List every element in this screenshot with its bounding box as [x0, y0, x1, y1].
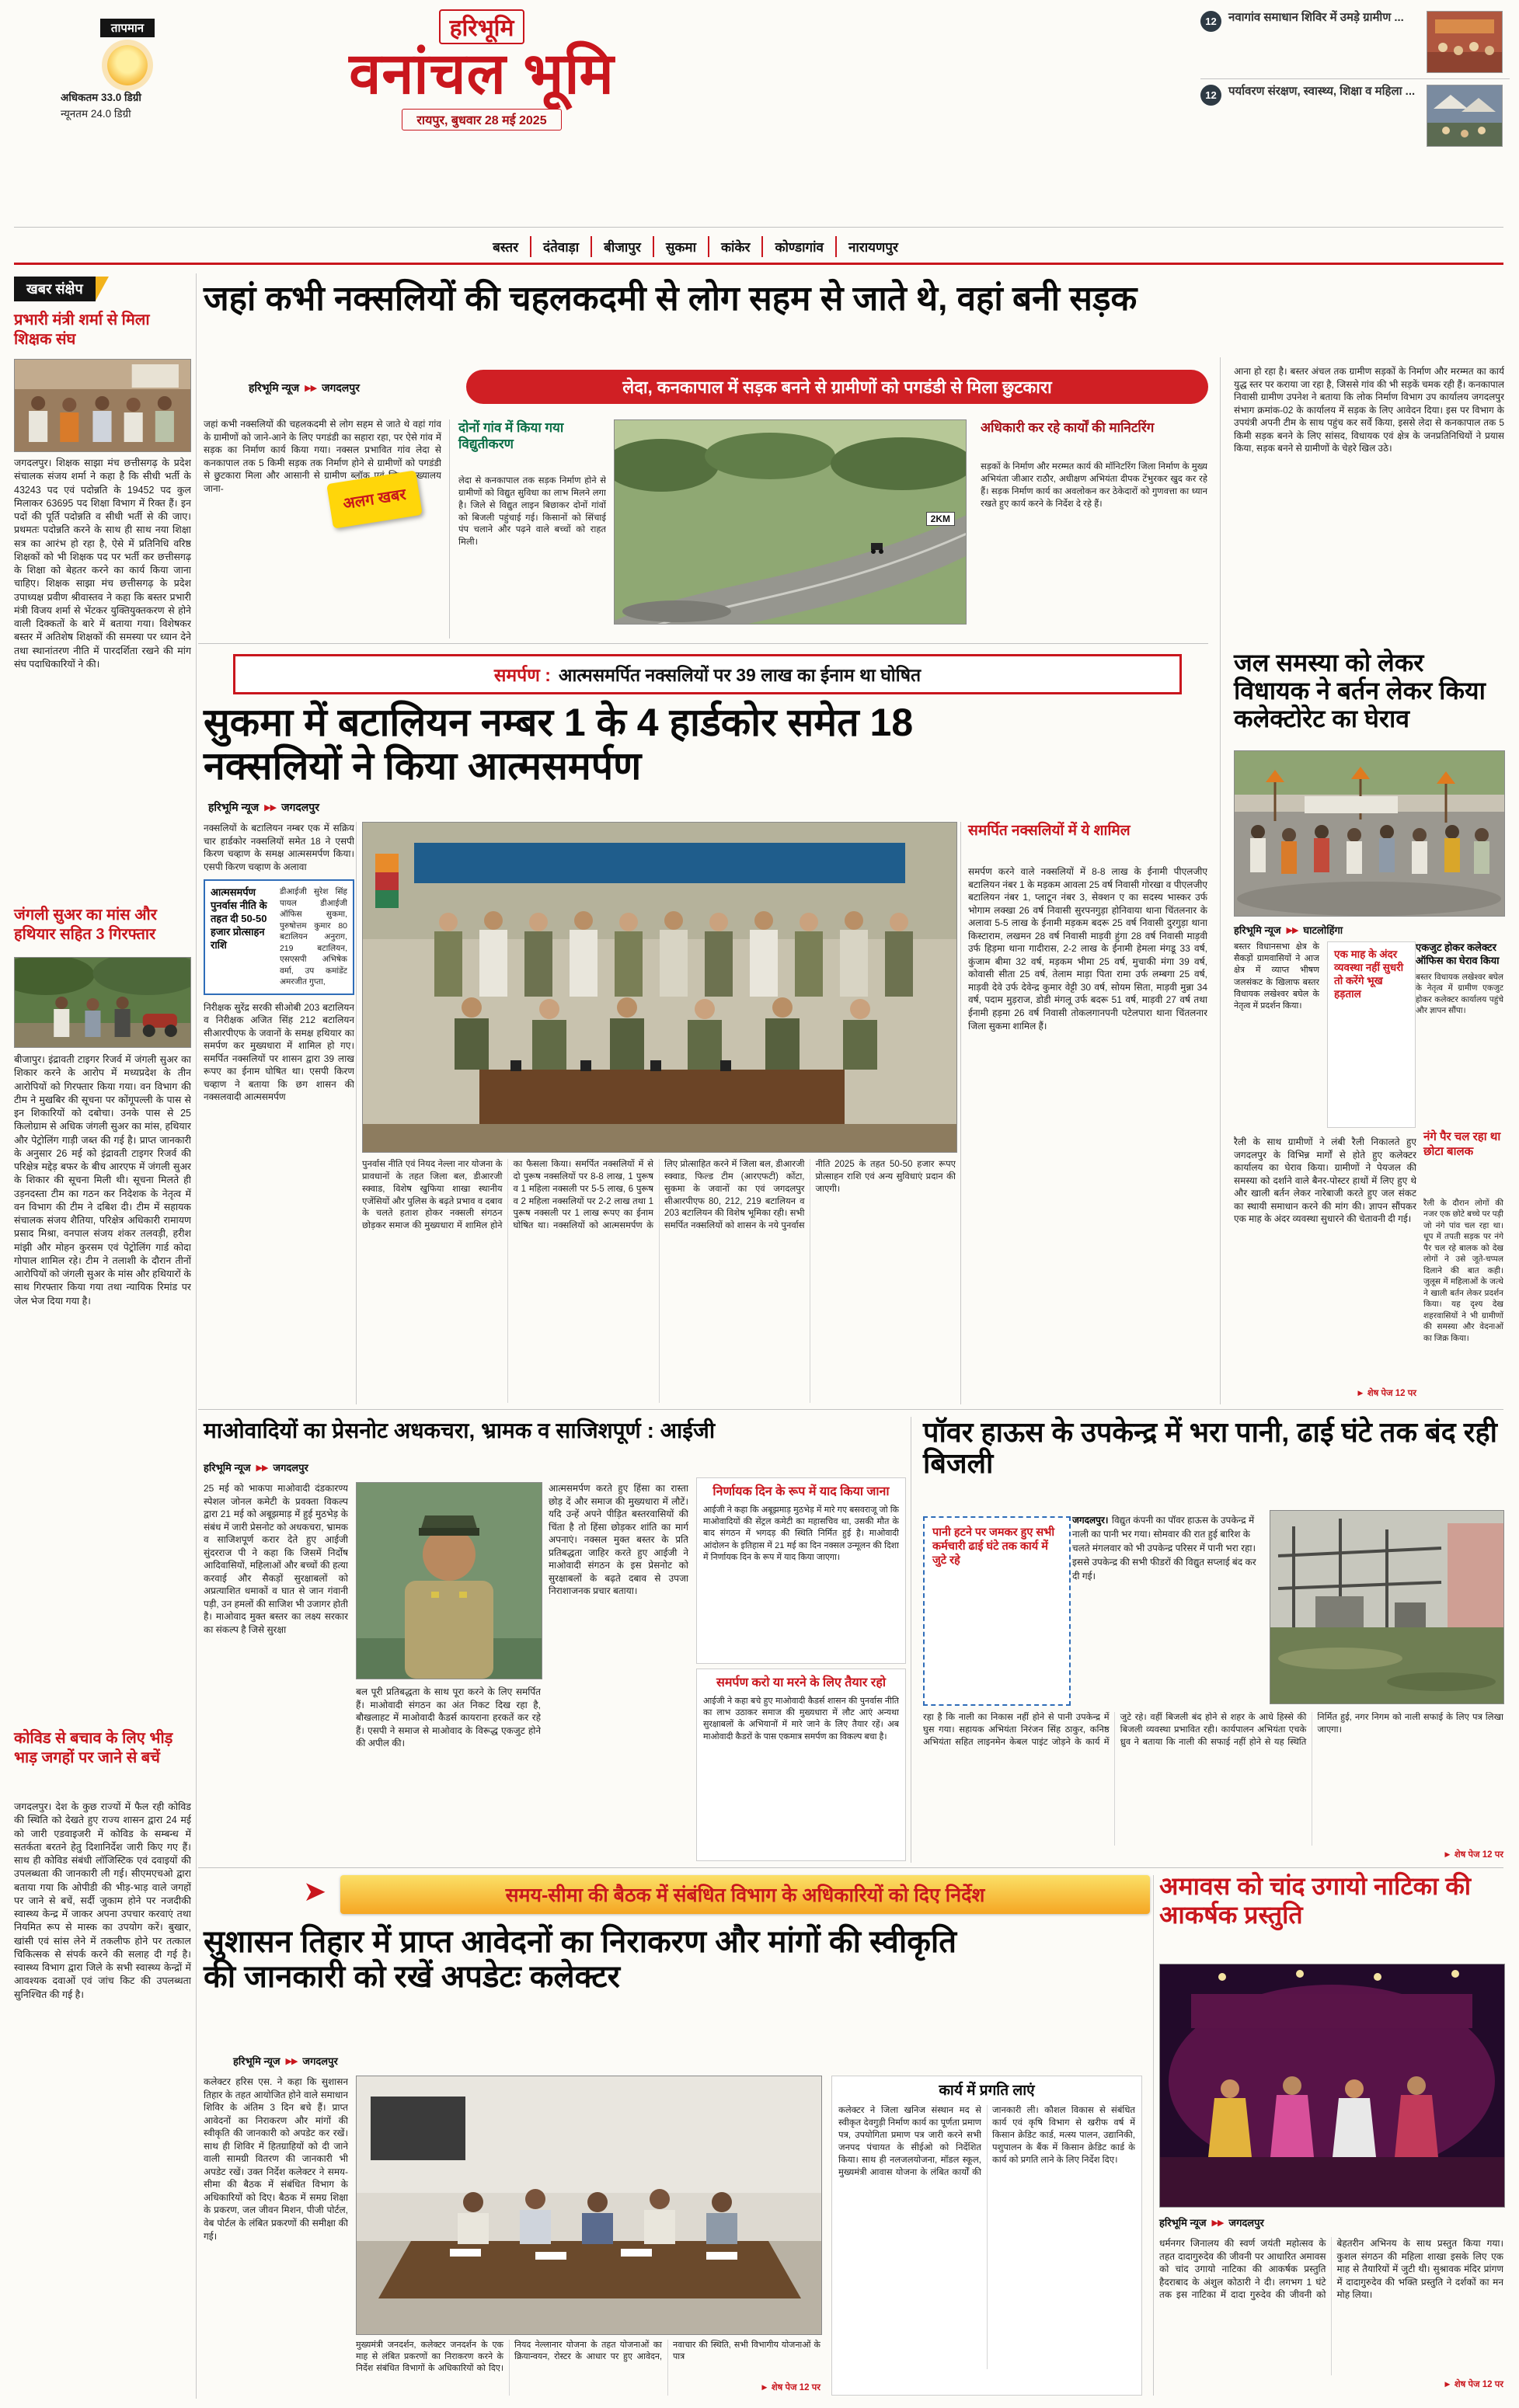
- masthead-title: वनांचल भूमि: [349, 41, 615, 106]
- included-list-headline: समर्पित नक्सलियों में ये शामिल: [968, 823, 1131, 839]
- continued-label: शेष पेज 12 पर: [1454, 2380, 1503, 2389]
- masthead: [256, 9, 707, 130]
- byline-arrows-icon: ▶▶: [305, 384, 317, 393]
- news-briefs-header: [14, 277, 96, 301]
- subhead-body: लेदा से कनकापाल तक सड़क निर्माण होने से ग्रामीणों को विद्युत सुविधा का लाभ मिलने लगा है। जिले से विद्युत लाइन बिछाकर दोनों गांवों को बिजली पहुंचाई गई। किसानों को सिंचाई पंप चलाने और पढ़ने वाले बच्चों को राहत मिली।: [458, 476, 606, 548]
- temperature-box: [61, 19, 194, 120]
- story-column: बस्तर विधानसभा क्षेत्र के सैकड़ों ग्रामवासियों ने आज क्षेत्र में व्याप्त भीषण जलसंकट के खिलाफ बस्तर विधायक लखेश्वर बघेल के नेतृत्व में प्रदर्शन किया।: [1234, 942, 1319, 1011]
- divider: [196, 273, 197, 2399]
- subhead-monitoring: अधिकारी कर रहे कार्यों की मानिटरिंग: [981, 420, 1155, 435]
- progress-box-title: कार्य में प्रगति लाएं: [939, 2083, 1035, 2099]
- surrender-intro: नक्सलियों के बटालियन नम्बर एक में सक्रिय चार हार्डकोर नक्सलियों समेत 18 ने एसपी किरण चव्हाण के समक्ष आत्मसमर्पण किया। एसपी किरण चव्हाण के अलावा: [204, 823, 354, 872]
- divider: [14, 227, 1503, 228]
- surrender-tag: समर्पण :: [493, 665, 551, 685]
- power-workers-box: [923, 1516, 1071, 1706]
- teaser-item: [1200, 11, 1510, 73]
- divider: [1153, 1875, 1154, 2396]
- region-item: कोण्डागांव: [763, 236, 836, 257]
- teaser-list: [1200, 11, 1510, 147]
- continued-label: शेष पेज 12 पर: [1367, 1389, 1416, 1398]
- surrender-headline: सुकमा में बटालियन नम्बर 1 के 4 हार्डकोर समेत 18 नक्सलियों ने किया आत्मसमर्पण: [204, 701, 914, 788]
- surrender-group-photo: [362, 822, 957, 1153]
- byline: [249, 381, 360, 395]
- surrender-tagbox: [233, 654, 1182, 694]
- byline: [1159, 2215, 1264, 2229]
- story-column: [204, 822, 354, 1404]
- included-list-body: समर्पण करने वाले नक्सलियों में 8-8 लाख के ईनामी पीएलजीए बटालियन नंबर 1 के मड़कम आवला 25 वर्ष निवासी गोरखा व पीएलजीए बटालियन नंबर 1, प्लाटून नंबर 3, सेक्शन ए का सदस्य भास्कर उर्फ भोगाम लक्खा 26 वर्ष निवासी सुरपनगुड़ा होनिवाया थाना चिंतलनार के अलावा 5-5 लाख के ईनामी मड़कम बदरू 25 वर्ष निवासी दुरगुड़ा थाना किस्टाराम, लखमन 28 वर्ष निवासी माड़वी हुंगा 28 वर्ष निवासी माड़वी उर्फ हिड़मा थाना गादीरास, 2-2 लाख के ईनामी हेमला मंगडू 33 वर्ष, कुंजाम बीमा 32 वर्ष, मड़कम भीमा 25 वर्ष, मुचाकी मंगा 39 वर्ष, कोवासी सीता 25 वर्ष, तेलाम माड़ा पिता रामा उर्फ लम्बगा 25 वर्ष, माड़वी देवे उर्फ देवेन्द्र कुमार वेट्टी 30 वर्ष, सोयम सिता, माड़वी मुन्ना 34 वर्ष, पदाम मुड़राज, डोडी मंगलू उर्फ बदरू 51 वर्ष, माड़वी 27 वर्ष तथा ईनामी हड़मा 26 वर्ष निवासी तोकलगानपनी पटेलपारा थाना चिंतलनार जिला सुकमा शामिल हैं।: [968, 866, 1207, 1032]
- continued-marker: [1367, 2378, 1503, 2390]
- teaser-page-badge: 12: [1200, 11, 1221, 32]
- story-column: रैली के साथ ग्रामीणों ने लंबी रैली निकालते हुए जगदलपुर के विभिन्न मार्गों से होते हुए कलेक्टर कार्यालय का घेराव किया। ग्रामीणों ने पेयजल की समस्या को दर्शाने वाले बैनर-पोस्टर हाथों में लिए हुए थे और खाली बर्तन लेकर नारेबाजी करते हुए जल संकट का स्थायी समाधान करने की मांग की। ज्ञापन सौंपकर एक माह के अंदर व्यवस्था सुधारने की चेतावनी दी गई।: [1234, 1136, 1416, 1225]
- region-item: कांकेर: [709, 236, 763, 257]
- weather-label: तापमान: [100, 19, 155, 37]
- continued-marker: [1234, 1387, 1416, 1399]
- teaser-page-badge: 12: [1200, 85, 1221, 106]
- sushasan-below-text: मुख्यमंत्री जनदर्शन, कलेक्टर जनदर्शन के एक माह से लंबित प्रकरणों का निराकरण करने के निर्देश संबंधित विभागों के अधिकारियों को दिए। नियद नेल्लानार योजना के तहत योजनाओं का क्रियान्वयन, रोस्टर के आधार पर हुए आवेदन, नवाचार की स्थिति, सभी विभागीय योजनाओं के पात्र: [356, 2340, 820, 2374]
- byline: [208, 800, 319, 815]
- ig-officer-photo: [356, 1482, 542, 1679]
- byline-location: घाटलोहिंगा: [1303, 924, 1343, 936]
- masthead-brand: हरिभूमि: [439, 9, 525, 44]
- surrender-or-die-title: समर्पण करो या मरने के लिए तैयार रहो: [716, 1676, 886, 1689]
- weather-max: अधिकतम 33.0 डिग्री: [61, 92, 141, 103]
- surrender-or-die-box: [696, 1669, 906, 1861]
- banner-arrow-icon: ➤: [303, 1875, 327, 1907]
- agency-label: हरिभूमि न्यूज: [208, 801, 260, 813]
- story-column: बल पूरी प्रतिबद्धता के साथ पूरा करने के लिए समर्पित हैं। माओवादी संगठन का अंत निकट दिख रहा है, बौखलाहट में माओवादी कैडर्स कायराना हरकतें कर रहे हैं। एसपी ने समाज से माओवाद के विरूद्ध एकजुट होने की अपील की।: [356, 1686, 541, 1749]
- gherao-box-body: बस्तर विधायक लखेश्वर बघेल के नेतृत्व में ग्रामीण एकजुट होकर कलेक्टर कार्यालय पहुंचे और ज्ञापन सौंपा।: [1416, 972, 1503, 1016]
- brief-headline: प्रभारी मंत्री शर्मा से मिला शिक्षक संघ: [14, 311, 150, 348]
- brief-headline: जंगली सुअर का मांस और हथियार सहित 3 गिरफ्तार: [14, 906, 157, 943]
- divider: [198, 1409, 1503, 1410]
- masthead-rule: [14, 263, 1503, 265]
- news-briefs-title: खबर संक्षेप: [14, 277, 96, 301]
- agency-label: हरिभूमि न्यूज: [1159, 2217, 1207, 2229]
- region-item: सुकमा: [654, 236, 709, 257]
- brief-body: जगदलपुर। शिक्षक साझा मंच छत्तीसगढ़ के प्रदेश संचालक संजय शर्मा ने कहा है कि सीधी भर्ती के 43243 पद एवं पदोन्नति के 19452 पद कुल मिलाकर 63695 पद शिक्षा विभाग में रिक्त हैं। इन पदों की पूर्ति पदोन्नति व सीधी भर्ती से की जाए। प्रथमतः पदोन्नति करने के साथ ही साथ नया शिक्षा सत्र का आरंभ हो रहा है, ऐसे में प्रतिनिधि वरिष्ठ शिक्षकों को भी शिक्षक पद पर भर्ती कर छत्तीसगढ़ के शिक्षा को बेहतर करने का कार्य किया जाना चाहिए। शिक्षक साझा मंच छत्तीसगढ़ के प्रदेश उपाध्यक्ष प्रवीण श्रीवास्तव ने कहा कि बस्तर प्रभारी मंत्री विजय शर्मा से भेंटकर युक्तियुक्तकरण से होने वाली दिक्कतों के बारे में बताया गया। विशेषकर बस्तर में अतिशेष शिक्षकों की समस्या पर ध्यान देने तथा स्थानांतरण नीति में पारदर्शिता रखने की मांग संघ पदाधिकारियों ने की।: [14, 458, 191, 670]
- progress-box-body: कलेक्टर ने जिला खनिज संस्थान मद से स्वीकृत देवगुड़ी निर्माण कार्य का पूर्णता प्रमाण पत्र, उपयोगिता प्रमाण पत्र जारी करने सभी जनपद पंचायत के सीईओ को निर्देशित किया। साथ ही नलजलयोजना, मॉडल स्कूल, मुख्यमंत्री आवास योजना के लंबित कार्यों की जानकारी ली। कौशल विकास से संबंधित कार्य एवं कृषि विभाग से खरीफ वर्ष में किसान क्रेडिट कार्ड, मत्स्य पालन, उद्यानिकी, पशुपालन के बैंक में किसान क्रेडिट कार्ड के कार्य को प्रगति लाने के लिए निर्देश दिए।: [838, 2106, 1135, 2177]
- barefoot-body: रैली के दौरान लोगों की नजर एक छोटे बच्चे पर पड़ी जो नंगे पांव चल रहा था। धूप में तपती सड़क पर नंगे पैर चल रहे बालक को देख लोगों ने उसे जूते-चप्पल दिलाने की बात कही। जुलूस में महिलाओं के जत्थे ने खाली बर्तन लेकर प्रदर्शन किया। यह दृश्य देख शहरवासियों ने भी ग्रामीणों की समस्या और वेदनाओं का जिक्र किया।: [1423, 1199, 1503, 1343]
- agency-label: हरिभूमि न्यूज: [249, 381, 300, 394]
- decisive-day-box: [696, 1477, 906, 1664]
- byline-arrows-icon: ▶▶: [1211, 2218, 1224, 2228]
- region-item: बीजापुर: [592, 236, 654, 257]
- brief-photo-teachers-meeting: [14, 359, 191, 452]
- power-workers-statement: पानी हटने पर जमकर हुए सभी कर्मचारी ढाई घंटे तक कार्य में जुटे रहे: [932, 1526, 1055, 1568]
- byline: [204, 1460, 308, 1474]
- surrender-after-box: निरीक्षक सुरेंद्र सरकी सीओबी 203 बटालियन व निरीक्षक अजित सिंह 212 बटालियन सीआरपीएफ के जवानों के समक्ष हथियार का समर्पण कर मुख्यधारा में शामिल हो गए। समर्पित नक्सलियों पर शासन द्वारा 39 लाख रूपए का ईनाम घोषित था। एसपी किरण चव्हाण ने बताया कि छग शासन की नक्सलवादी आत्मसमर्पण: [204, 1001, 354, 1103]
- divider: [198, 643, 1208, 644]
- byline-location: जगदलपुर: [322, 381, 360, 394]
- surrender-tagline: आत्मसमर्पित नक्सलियों पर 39 लाख का ईनाम था घोषित: [558, 665, 922, 685]
- region-item: बस्तर: [481, 236, 531, 257]
- continued-arrow-icon: ►: [760, 2383, 769, 2392]
- brief-body: जगदलपुर। देश के कुछ राज्यों में फैल रही कोविड की स्थिति को देखते हुए राज्य शासन द्वारा 24 मई को जारी एडवाइजरी में कोविड के सम्बन्ध में सतर्कता बरतने हेतु दिशानिर्देश जारी किए गए हैं। साथ ही कोविड संबंधी लॉजिस्टिक एवं दवाइयों की उपलब्धता की जानकारी ली गई। सीएमएचओ द्वारा बताया गया कि ओपीडी की भीड़-भाड़ वाले जगहों पर जाने से बचें, सर्दी जुकाम होने पर नजदीकी स्वास्थ्य केन्द्र में जाकर अपना उपचार करवाएं तथा नियमित रूप से मास्क का उपयोग करें। बुखार, खांसी एवं सांस लेने में तकलीफ होने पर तत्काल चिकित्सक से संपर्क करने की सलाह दी गई है। स्वास्थ्य विभाग द्वारा जिले के सभी स्वास्थ्य केन्द्रों में आवश्यक दवाओं एवं जांच किट की उपलब्धता सुनिश्चित की गई है।: [14, 1801, 191, 2000]
- hunger-strike-box: [1327, 941, 1416, 1128]
- water-headline: जल समस्या को लेकर विधायक ने बर्तन लेकर किया कलेक्टोरेट का घेराव: [1234, 649, 1486, 732]
- kicker-banner: लेदा, कनकापाल में सड़क बनने से ग्रामीणों को पगडंडी से मिला छुटकारा: [466, 370, 1208, 404]
- incentive-box-body: डीआईजी सुरेश सिंह पायल डीआईजी ऑफिस सुकमा, पुरुषोत्तम कुमार 80 बटालियन अनुराग, 219 बटालियन, एसएसपी अभिषेक वर्मा, उप कमांडेंट अमरजीत गुप्ता,: [279, 887, 347, 987]
- continued-label: शेष पेज 12 पर: [1454, 1850, 1503, 1860]
- continued-arrow-icon: ►: [1356, 1389, 1365, 1398]
- surrender-below-photo-text: पुनर्वास नीति एवं नियद नेल्ला नार योजना के प्रावधानों के तहत जिला बल, डीआरजी स्क्वाड, विशेष खुफिया शाखा स्थानीय एजेंसियों और पुलिस के बढ़ते प्रभाव व दबाव के चलते हताश होकर नक्सली संगठन छोड़कर समाज की मुख्यधारा में शामिल होने का फैसला किया। समर्पित नक्सलियों में से दो पुरूष नक्सलियों पर 8-8 लाख, 1 पुरूष व 1 महिला नक्सली पर 5-5 लाख, 6 पुरूष व 2 महिला नक्सलियों पर 2-2 लाख तथा 1 पुरूष नक्सली पर 1 लाख रूपए का ईनाम घोषित था। नक्सलियों को आत्मसमर्पण के लिए प्रोत्साहित करने में जिला बल, डीआरजी स्क्वाड, फिल्ड टीम (आरएफटी) कोंटा, सुकमा के जवानों का एवं जगदलपुर सीआरपीएफ 80, 212, 219 बटालियन व 203 बटालियन की विशेष भूमिका रही। सभी समर्पित नक्सलियों को शासन के नये पुनर्वास नीति 2025 के तहत 50-50 हजार रूपए प्रोत्साहन राशि एवं अन्य सुविधाएं प्रदान की जाएगी।: [362, 1160, 956, 1231]
- divider: [1220, 357, 1221, 1404]
- weather-min: न्यूनतम 24.0 डिग्री: [61, 108, 131, 120]
- sushasan-headline: सुशासन तिहार में प्राप्त आवेदनों का निराकरण और मांगों की स्वीकृति की जानकारी को रखें अपडेटः कलेक्टर: [204, 1925, 957, 1994]
- subhead-electrification: दोनों गांव में किया गया विद्युतीकरण: [458, 420, 564, 452]
- decisive-day-body: आईजी ने कहा कि अबूझमाड़ मुठभेड़ में मारे गए बसवराजू जो कि माओवादियों की सेंट्रल कमेटी का महासचिव था, उसकी मौत के बाद संगठन में भगदड़ की स्थिति निर्मित हुई है। माओवादी आंदोलन के इतिहास में 21 मई का दिन नक्सल उन्मूलन की दिशा में निर्णायक दिन के रूप में याद किया जाएगा।: [703, 1505, 899, 1562]
- continued-arrow-icon: ►: [1443, 2380, 1452, 2389]
- dateline-lead: जगदलपुर।: [1072, 1515, 1109, 1526]
- divider: [198, 1867, 1503, 1868]
- teaser-item: [1200, 85, 1510, 147]
- power-headline: पॉवर हाऊस के उपकेन्द्र में भरा पानी, ढाई घंटे तक बंद रही बिजली: [923, 1416, 1497, 1480]
- protest-photo: [1234, 750, 1505, 917]
- distance-sign: 2KM: [926, 512, 955, 526]
- divider: [1200, 78, 1510, 79]
- region-item: दंतेवाड़ा: [531, 236, 592, 257]
- continued-label: शेष पेज 12 पर: [771, 2383, 820, 2392]
- byline-arrows-icon: ▶▶: [264, 803, 277, 813]
- story-column: कलेक्टर हरिस एस. ने कहा कि सुशासन तिहार के तहत आयोजित होने वाले समाधान शिविर के अंतिम 3 दिन बचे हैं। प्राप्त आवेदनों का निराकरण और मांगों की स्वीकृति की जानकारी को अपडेट कर रखें। साथ ही शिविर में हितग्राहियों को दी जाने वाली सामग्री वितरण की जानकारी भी अपडेट रखें। उक्त निर्देश कलेक्टर ने समय-सीमा की बैठक में संबंधित विभाग के अधिकारियों को दिए। बैठक में समग्र शिक्षा के प्रकरण, जल जीवन मिशन, पीजी पोर्टल, वेब पोर्टल के लंबित प्रकरणों की समीक्षा की गई।: [204, 2076, 348, 2242]
- ig-headline: माओवादियों का प्रेसनोट अधकचरा, भ्रामक व साजिशपूर्ण : आईजी: [204, 1418, 716, 1442]
- brief-headline: कोविड से बचाव के लिए भीड़ भाड़ जगहों पर जाने से बचें: [14, 1730, 173, 1766]
- story-column: आत्मसमर्पण करते हुए हिंसा का रास्ता छोड़ दें और समाज की मुख्यधारा में लौटें। यदि उन्हें अपने पीड़ित बस्तरवासियों की चिंता है तो हिंसा छोड़कर शांति का मार्ग अपनाएं। नक्सल मुक्त बस्तर के प्रति प्रतिबद्धता जाहिर करते हुए आईजी ने माओवादी संगठन के इस प्रेसनोट को सुरक्षाबलों के बढ़ते दबाव से उपजा निराशाजनक प्रचार बताया।: [549, 1483, 688, 1597]
- stage-photo: [1159, 1964, 1505, 2208]
- region-nav: [198, 233, 1193, 259]
- byline-location: जगदलपुर: [273, 1462, 308, 1474]
- byline-location: जगदलपुर: [302, 2055, 338, 2067]
- gherao-box-title: एकजुट होकर कलेक्टर ऑफिस का घेराव किया: [1416, 941, 1500, 966]
- alt-news-badge: अलग खबर: [326, 470, 423, 528]
- subhead-body: सड़कों के निर्माण और मरम्मत कार्य की मॉनिटरिंग जिला निर्माण के मुख्य अभियंता जीआर राठौर, अधीक्षण अभियंता दीपक टेंभुरकर खुद कर रहे हैं। सड़क निर्माण कार्य का अवलोकन कर ठेकेदारों को गुणवत्ता का ध्यान रखते हुए कार्य करने के निर्देश दे रहे हैं।: [981, 462, 1207, 509]
- byline-arrows-icon: ▶▶: [256, 1463, 268, 1473]
- byline-location: जगदलपुर: [1228, 2217, 1264, 2229]
- story-column: [1072, 1513, 1260, 1704]
- divider: [960, 822, 961, 1404]
- sun-icon: [107, 45, 148, 85]
- divider: [449, 419, 450, 639]
- theatre-headline: अमावस को चांद उगायो नाटिका की आकर्षक प्रस्तुति: [1159, 1872, 1472, 1929]
- meeting-photo: [356, 2076, 822, 2335]
- story-column: आना हो रहा है। बस्तर अंचल तक ग्रामीण सड़कों के निर्माण और मरम्मत का कार्य युद्ध स्तर पर कराया जा रहा है, जिससे गांव की भी सड़कें चमक रही हैं। कनकापाल निवासी ग्रामीण उपनेश ने बताया कि लोक निर्माण विभाग उप कार्यालय जगदलपुर संभाग क्रमांक-02 के कार्यालय में सड़क के लिए आवेदन दिया। इस पर विभाग के उपयंत्री अपनी टीम के साथ पहुंच कर सर्वे किया, इससे लेदा से कनकापाल तक 5 किमी सड़क बनने के लिए सांसद, विधायक एवं क्षेत्र के जनप्रतिनिधियों ने प्रयास किया, सड़क बनने से ग्रामीणों के चेहरे खिल उठे।: [1234, 366, 1504, 454]
- road-photo: [614, 419, 967, 625]
- surrender-or-die-body: आईजी ने कहा बचे हुए माओवादी कैडर्स शासन की पुनर्वास नीति का लाभ उठाकर समाज की मुख्यधारा में लौट आएं अन्यथा सुरक्षाबलों के अभियानों में मारे जाने के लिए तैयार रहें। अब माओवादी कैडरों के पास एकमात्र समर्पण का विकल्प बचा है।: [703, 1696, 899, 1742]
- agency-label: हरिभूमि न्यूज: [233, 2055, 280, 2067]
- continued-marker: [1367, 1849, 1503, 1860]
- theatre-body: धर्मनगर जिनालय की स्वर्ण जयंती महोत्सव के तहत दादागुरुदेव की जीवनी पर आधारित अमावस को चांद उगायो नाटिका की आकर्षक प्रस्तुति हैदराबाद के अंशुल कोठारी ने दी। लगभग 1 घंटे तक इस नाटिका में दादा गुरुदेव की जीवनी को बेहतरीन अभिनय के साथ प्रस्तुत किया गया। कुशल संगठन की महिला शाखा इसके लिए एक माह से तैयारियों में जुटी थी। सुश्रावक मंदिर प्रांगण में दादागुरुदेव की भक्ति प्रस्तुति ने दर्शकों का मन मोह लिया।: [1159, 2238, 1503, 2301]
- power-lead: विद्युत कंपनी का पॉवर हाऊस के उपकेन्द्र में नाली का पानी भर गया। सोमवार की रात हुई बारिश के चलते मंगलवार को भी उपकेन्द्र परिसर में पानी भरा रहा। इससे उपकेन्द्र की सभी फीडरों की विद्युत सप्लाई बंद कर दी गई।: [1072, 1515, 1256, 1582]
- incentive-box-title: आत्मसमर्पण पुनर्वास नीति के तहत दी 50-50 हजार प्रोत्साहन राशि: [211, 886, 267, 951]
- divider: [356, 822, 357, 1404]
- progress-box: [831, 2076, 1142, 2396]
- agency-label: हरिभूमि न्यूज: [204, 1462, 251, 1474]
- brief-body: बीजापुर। इंद्रावती टाइगर रिजर्व में जंगली सुअर का शिकार करने के आरोप में मध्यप्रदेश के तीन आरोपियों को गिरफ्तार किया गया। वन विभाग की टीम ने मुखबिर की सूचना पर कोंगूपल्ली के पास से इन शिकारियों को दबोचा। उनके पास से 25 किलोग्राम से अधिक जंगली सुअर का मांस, हथियार और पेट्रोलिंग गाड़ी जब्त की गई है। प्राप्त जानकारी के अनुसार 26 मई को इंद्रावती टाइगर रिजर्व की परिक्षेत्र मद्देड़ बफर के बीच आरएफ में जंगली सुअर के शिकार की सूचना मिली थी। सूचना मिलते ही उड़नदस्ता टीम का गठन कर निदेशक के नेतृत्व में वन विभाग की टीम ने दबिश दी। टीम में सहायक संचालक संजय शैतिया, परिक्षेत्र अधिकारी रामायण प्रसाद मिश्रा, वनपाल संजय शंकर तलवड़ी, हरीश मांझी और मोहन कुरसम एवं पेट्रोलिंग गार्ड कोदा गोपाल शामिल रहे। टीम ने तलाशी के दौरान तीनों आरोपियों को जंगली सुअर के मांस और हथियारों के साथ गिरफ्तार किया गया तथा न्यायिक रिमांड पर जेल भेज दिया गया है।: [14, 1054, 191, 1307]
- teaser-thumb-photo: [1427, 11, 1503, 73]
- byline-arrows-icon: ▶▶: [285, 2056, 298, 2066]
- barefoot-headline: नंगे पैर चल रहा था छोटा बालक: [1423, 1130, 1501, 1158]
- top-story-headline: जहां कभी नक्सलियों की चहलकदमी से लोग सहम से जाते थे, वहां बनी सड़क: [204, 280, 1138, 318]
- continued-arrow-icon: ►: [1443, 1850, 1452, 1860]
- gherao-box: [1416, 941, 1503, 1128]
- teaser-text: नवागांव समाधान शिविर में उमड़े ग्रामीण ...: [1228, 11, 1404, 24]
- teaser-thumb-photo: [1427, 85, 1503, 147]
- story-column: जहां कभी नक्सलियों की चहलकदमी से लोग सहम से जाते थे वहां गांव के ग्रामीणों को जाने-आने के लिए पगडंडी का सहारा रहा, पर ऐसे गांव में सड़क का निर्माण कार्य किया गया। नक्सल प्रभावित गांव लेदा से कनकापाल तक 5 किमी सड़क तक निर्माण होने से ग्रामीणों को पगडंडी से छुटकारा मिला और आसानी से ग्रामीण ब्लॉक एवं जिला मुख्यालय जाना-: [204, 419, 441, 494]
- byline-arrows-icon: ▶▶: [1286, 925, 1298, 935]
- byline: [1234, 923, 1343, 937]
- continued-marker: [684, 2382, 820, 2393]
- story-column: 25 मई को भाकपा माओवादी दंडकारण्य स्पेशल जोनल कमेटी के प्रवक्ता विकल्प द्वारा 21 मई को अबूझमाड़ में हुई मुठभेड़ के संबंध में जारी प्रेसनोट को अधकचरा, भ्रामक व साजिशपूर्ण करार देते हुए आईजी सुंदरराज पी ने कहा कि जिसमें निर्दोष आदिवासियों, महिलाओं और बच्चों की हत्या करवाई और सैकड़ों सुरक्षाबलों को अप्रत्याशित धमाकों व घात से जान गंवानी पड़ी, उन हमलों की साजिश भी उजागर होती है। माओवाद मुक्त बस्तर का लक्ष्य सरकार का संकल्प है जिसे सुरक्षा: [204, 1483, 348, 1636]
- region-item: नारायणपुर: [848, 239, 898, 255]
- timeline-banner: समय-सीमा की बैठक में संबंधित विभाग के अधिकारियों को दिए निर्देश: [340, 1875, 1150, 1914]
- brief-photo-forest-arrest: [14, 957, 191, 1048]
- substation-photo: [1270, 1510, 1504, 1704]
- hunger-strike-statement: एक माह के अंदर व्यवस्था नहीं सुधरी तो करेंगे भूख हड़ताल: [1334, 948, 1404, 1000]
- byline-location: जगदलपुर: [281, 801, 319, 813]
- power-below-text: रहा है कि नाली का निकास नहीं होने से पानी उपकेन्द्र में घुस गया। सहायक अभियंता निरंजन सिंह ठाकुर, कनिष्ठ अभियंता सहित लाइनमेन केबल पाइंट जोड़ने के कार्य में जुटे रहे। वहीं बिजली बंद होने से शहर के आधे हिस्से की बिजली व्यवस्था प्रभावित रही। कार्यपालन अभियंता एचके ध्रुव ने बताया कि नाली की सफाई नहीं होने से यह स्थिति निर्मित हुई, नगर निगम को नाली सफाई के लिए पत्र लिखा जाएगा।: [923, 1713, 1503, 1747]
- agency-label: हरिभूमि न्यूज: [1234, 924, 1281, 936]
- masthead-dateline: रायपुर, बुधवार 28 मई 2025: [402, 109, 561, 130]
- incentive-box: [204, 879, 354, 994]
- byline: [233, 2054, 338, 2068]
- teaser-text: पर्यावरण संरक्षण, स्वास्थ्य, शिक्षा व महिला ...: [1228, 85, 1416, 98]
- decisive-day-title: निर्णायक दिन के रूप में याद किया जाना: [712, 1485, 890, 1498]
